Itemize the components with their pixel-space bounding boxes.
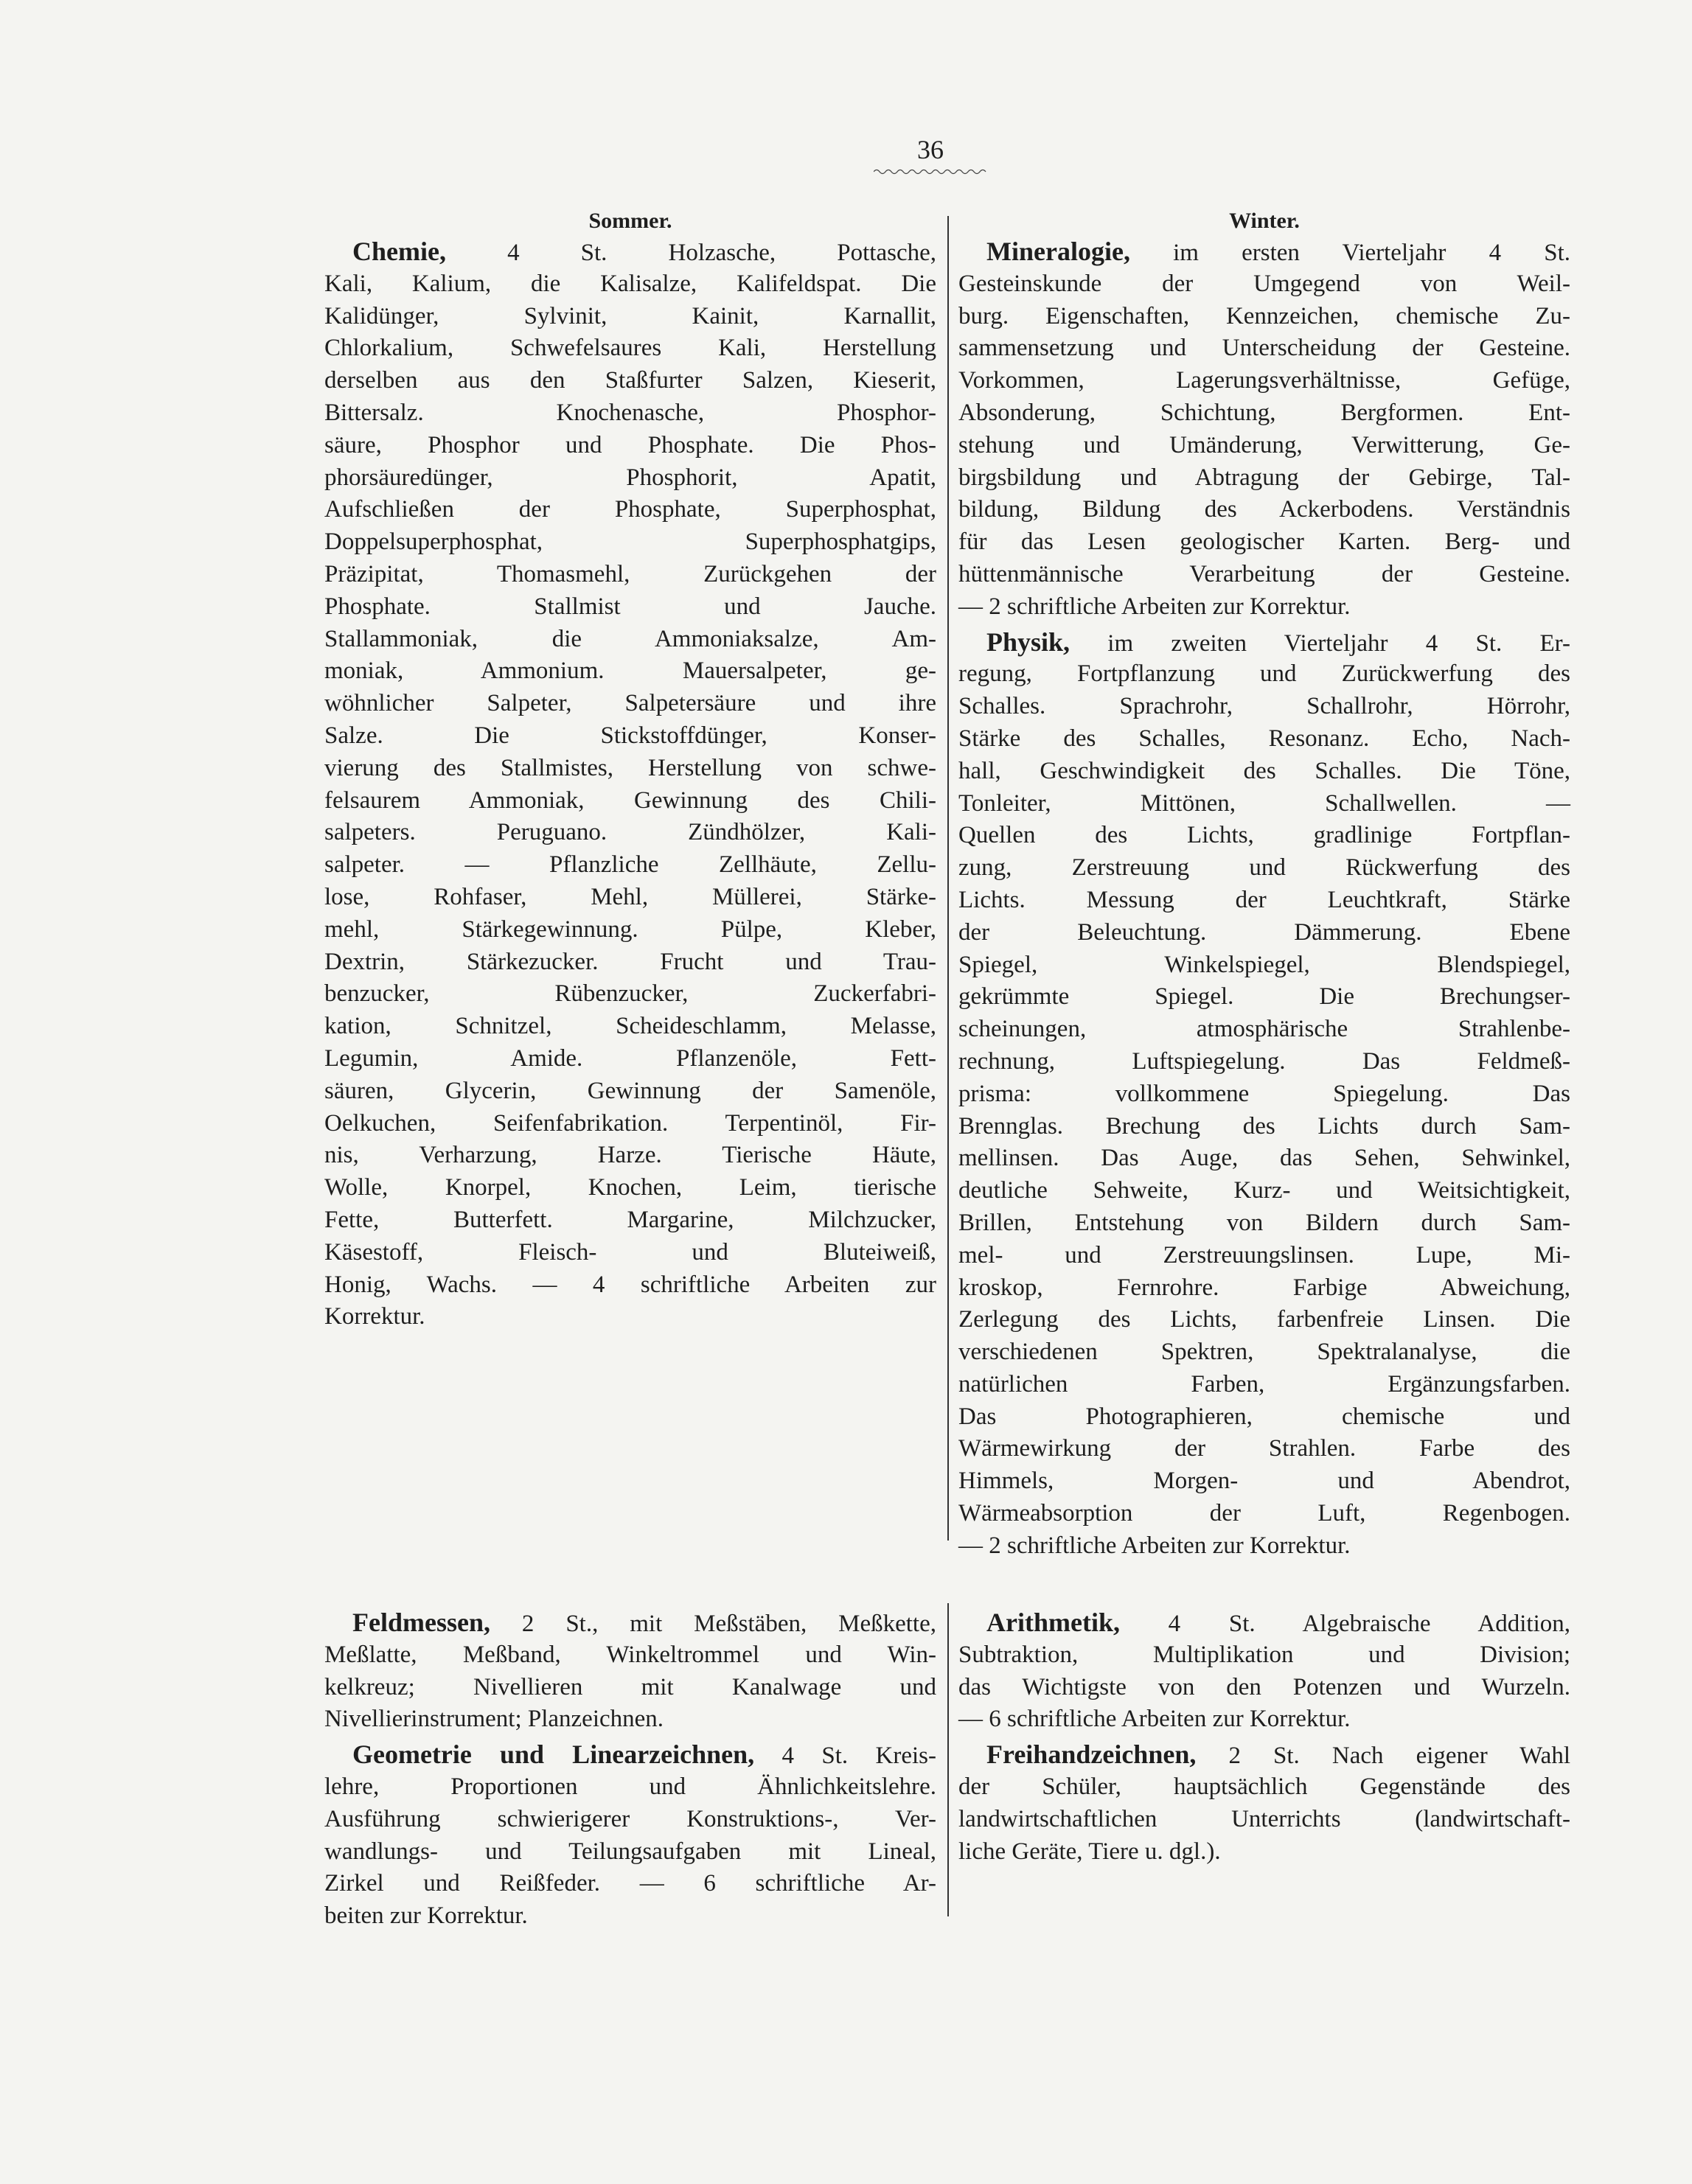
text-line: Quellen des Lichts, gradlinige Fortpflan- <box>958 822 1570 849</box>
subject-paragraph <box>958 1739 1570 1868</box>
text-line: mellinsen. Das Auge, das Sehen, Sehwinkel, <box>958 1145 1570 1172</box>
subject-title: Freihandzeichnen, <box>986 1740 1197 1770</box>
subject-title: Arithmetik, <box>986 1608 1120 1637</box>
text-line: zung, Zerstreuung und Rückwerfung des <box>958 854 1570 882</box>
text-line: Legumin, Amide. Pflanzenöle, Fett- <box>324 1044 936 1072</box>
text-line: beiten zur Korrektur. <box>324 1902 528 1930</box>
line-text: 4 St. Holzasche, Pottasche, <box>507 240 936 266</box>
text-line: Salze. Die Stickstoffdünger, Konser- <box>324 722 936 749</box>
column-divider-lower <box>947 1603 949 1916</box>
text-line: phorsäuredünger, Phosphorit, Apatit, <box>324 464 936 491</box>
text-line: moniak, Ammonium. Mauersalpeter, ge- <box>324 657 936 685</box>
text-line: der Beleuchtung. Dämmerung. Ebene <box>958 918 1570 946</box>
text-line: für das Lesen geologischer Karten. Berg- und <box>958 528 1570 556</box>
text-line: Brillen, Entstehung von Bildern durch Sam- <box>958 1209 1570 1236</box>
text-line: liche Geräte, Tiere u. dgl.). <box>958 1838 1221 1865</box>
text-line: stehung und Umänderung, Verwitterung, Ge- <box>958 431 1570 458</box>
text-line: Spiegel, Winkelspiegel, Blendspiegel, <box>958 951 1570 978</box>
text-line: Vorkommen, Lagerungsverhältnisse, Gefüge, <box>958 367 1570 394</box>
subject-paragraph <box>958 1607 1570 1736</box>
subject-paragraph <box>324 1607 936 1736</box>
text-line: Nivellierinstrument; Planzeichnen. <box>324 1706 664 1733</box>
text-line: lose, Rohfaser, Mehl, Müllerei, Stärke- <box>324 883 936 910</box>
text-line: Brennglas. Brechung des Lichts durch Sam- <box>958 1112 1570 1140</box>
text-line: Oelkuchen, Seifenfabrikation. Terpentinöl, Fir- <box>324 1109 936 1137</box>
line-text: 4 St. Kreis- <box>781 1742 937 1770</box>
subject-title: Feldmessen, <box>352 1608 490 1637</box>
text-line: burg. Eigenschaften, Kennzeichen, chemische Zu- <box>958 302 1570 329</box>
text-line: Dextrin, Stärkezucker. Frucht und Trau- <box>324 948 936 975</box>
text-line: mehl, Stärkegewinnung. Pülpe, Kleber, <box>324 915 936 943</box>
text-line <box>958 1607 1570 1639</box>
text-line <box>958 627 1570 659</box>
text-line: landwirtschaftlichen Unterrichts (landwirtschaft- <box>958 1805 1570 1832</box>
text-line: kroskop, Fernrohre. Farbige Abweichung, <box>958 1274 1570 1301</box>
text-line: Schalles. Sprachrohr, Schallrohr, Hörrohr, <box>958 693 1570 720</box>
subject-title: Mineralogie, <box>986 237 1130 266</box>
text-line: säure, Phosphor und Phosphate. Die Phos- <box>324 431 936 458</box>
season-heading: Sommer. <box>588 209 672 233</box>
text-line: nis, Verharzung, Harze. Tierische Häute, <box>324 1142 936 1169</box>
text-line: — 2 schriftliche Arbeiten zur Korrektur. <box>958 593 1351 620</box>
text-line: Subtraktion, Multiplikation und Division; <box>958 1641 1570 1668</box>
subject-title: Geometrie und Linearzeichnen, <box>352 1740 755 1770</box>
text-line: Bittersalz. Knochenasche, Phosphor- <box>324 399 936 426</box>
line-text: 2 St. Nach eigener Wahl <box>1228 1742 1570 1770</box>
text-line: Gesteinskunde der Umgegend von Weil- <box>958 270 1570 297</box>
line-text: im ersten Vierteljahr 4 St. <box>1173 240 1571 266</box>
text-line: — 2 schriftliche Arbeiten zur Korrektur. <box>958 1532 1351 1559</box>
text-line: vierung des Stallmistes, Herstellung von schwe- <box>324 754 936 781</box>
text-line: deutliche Sehweite, Kurz- und Weitsichtigkeit, <box>958 1177 1570 1204</box>
text-line: der Schüler, hauptsächlich Gegenstände des <box>958 1773 1570 1800</box>
text-line: scheinungen, atmosphärische Strahlenbe- <box>958 1016 1570 1043</box>
text-line: salpeters. Peruguano. Zündhölzer, Kali- <box>324 819 936 846</box>
text-line: Chlorkalium, Schwefelsaures Kali, Herstellung <box>324 335 936 362</box>
text-line: Wärmewirkung der Strahlen. Farbe des <box>958 1435 1570 1462</box>
text-line: birgsbildung und Abtragung der Gebirge, Tal- <box>958 464 1570 491</box>
season-heading: Winter. <box>1229 209 1300 233</box>
line-text: 4 St. Algebraische Addition, <box>1168 1611 1570 1637</box>
text-line: wandlungs- und Teilungsaufgaben mit Lineal, <box>324 1838 936 1865</box>
winter-column <box>958 206 1570 1566</box>
text-line: Stärke des Schalles, Resonanz. Echo, Nach- <box>958 725 1570 752</box>
text-line: das Wichtigste von den Potenzen und Wurzeln. <box>958 1673 1570 1700</box>
subject-title: Chemie, <box>352 237 446 266</box>
text-line: Kali, Kalium, die Kalisalze, Kalifeldspat. Die <box>324 270 936 297</box>
text-line: hüttenmännische Verarbeitung der Gesteine. <box>958 560 1570 587</box>
text-line: Ausführung schwierigerer Konstruktions-, Ver- <box>324 1805 936 1832</box>
text-line: Lichts. Messung der Leuchtkraft, Stärke <box>958 886 1570 913</box>
text-line <box>324 1607 936 1639</box>
text-line <box>324 236 936 268</box>
text-line: sammensetzung und Unterscheidung der Gesteine. <box>958 335 1570 362</box>
text-line: verschiedenen Spektren, Spektralanalyse, die <box>958 1339 1570 1366</box>
text-line: Tonleiter, Mittönen, Schallwellen. — <box>958 789 1570 817</box>
text-line <box>958 236 1570 268</box>
subject-paragraph <box>958 627 1570 1563</box>
text-line: Wolle, Knorpel, Knochen, Leim, tierische <box>324 1174 936 1201</box>
text-line: Meßlatte, Meßband, Winkeltrommel und Win- <box>324 1641 936 1668</box>
text-line: gekrümmte Spiegel. Die Brechungser- <box>958 983 1570 1011</box>
text-line: Doppelsuperphosphat, Superphosphatgips, <box>324 528 936 556</box>
text-line: salpeter. — Pflanzliche Zellhäute, Zellu- <box>324 851 936 879</box>
subject-title: Physik, <box>986 627 1070 657</box>
text-line: wöhnlicher Salpeter, Salpetersäure und ihre <box>324 690 936 717</box>
text-line: Präzipitat, Thomasmehl, Zurückgehen der <box>324 560 936 587</box>
subject-paragraph <box>324 236 936 1333</box>
text-line <box>324 1739 936 1771</box>
text-line: benzucker, Rübenzucker, Zuckerfabri- <box>324 980 936 1008</box>
text-line <box>958 1739 1570 1771</box>
text-line: kation, Schnitzel, Scheideschlamm, Melasse, <box>324 1013 936 1040</box>
text-line: prisma: vollkommene Spiegelung. Das <box>958 1080 1570 1107</box>
text-line: Absonderung, Schichtung, Bergformen. Ent- <box>958 399 1570 426</box>
text-line: regung, Fortpflanzung und Zurückwerfung des <box>958 660 1570 688</box>
text-line: Kalidünger, Sylvinit, Kainit, Karnallit, <box>324 302 936 329</box>
page-number: 36 <box>917 135 944 164</box>
text-line: Himmels, Morgen- und Abendrot, <box>958 1468 1570 1495</box>
lower-right-column <box>958 1607 1570 1871</box>
ornament-wave-rule <box>874 168 988 175</box>
text-line: Wärmeabsorption der Luft, Regenbogen. <box>958 1500 1570 1527</box>
text-line: lehre, Proportionen und Ähnlichkeitslehre. <box>324 1773 936 1800</box>
text-line: Aufschließen der Phosphate, Superphosphat, <box>324 496 936 523</box>
text-line: Honig, Wachs. — 4 schriftliche Arbeiten zur <box>324 1271 936 1298</box>
text-line: kelkreuz; Nivellieren mit Kanalwage und <box>324 1673 936 1700</box>
subject-paragraph <box>958 236 1570 624</box>
lower-left-column <box>324 1607 936 1936</box>
text-line: Fette, Butterfett. Margarine, Milchzucker, <box>324 1206 936 1233</box>
line-text: 2 St., mit Meßstäben, Meßkette, <box>521 1611 936 1637</box>
text-line: bildung, Bildung des Ackerbodens. Verständnis <box>958 496 1570 523</box>
column-divider-upper <box>947 216 949 1541</box>
text-line: Zirkel und Reißfeder. — 6 schriftliche Ar- <box>324 1870 936 1897</box>
subject-paragraph <box>324 1739 936 1933</box>
text-line: derselben aus den Staßfurter Salzen, Kieserit, <box>324 367 936 394</box>
summer-column <box>324 206 936 1336</box>
text-line: hall, Geschwindigkeit des Schalles. Die Töne, <box>958 757 1570 784</box>
text-line: natürlichen Farben, Ergänzungsfarben. <box>958 1370 1570 1398</box>
text-line: rechnung, Luftspiegelung. Das Feldmeß- <box>958 1047 1570 1075</box>
text-line: Stallammoniak, die Ammoniaksalze, Am- <box>324 625 936 652</box>
text-line: Käsestoff, Fleisch- und Bluteiweiß, <box>324 1238 936 1266</box>
text-line: felsaurem Ammoniak, Gewinnung des Chili- <box>324 786 936 814</box>
text-line: Zerlegung des Lichts, farbenfreie Linsen. Die <box>958 1306 1570 1333</box>
text-line: säuren, Glycerin, Gewinnung der Samenöle, <box>324 1077 936 1104</box>
text-line: — 6 schriftliche Arbeiten zur Korrektur. <box>958 1706 1351 1733</box>
line-text: im zweiten Vierteljahr 4 St. Er- <box>1107 629 1570 657</box>
text-line: mel- und Zerstreuungslinsen. Lupe, Mi- <box>958 1241 1570 1269</box>
text-line: Phosphate. Stallmist und Jauche. <box>324 593 936 620</box>
text-line: Das Photographieren, chemische und <box>958 1403 1570 1430</box>
text-line: Korrektur. <box>324 1303 425 1330</box>
